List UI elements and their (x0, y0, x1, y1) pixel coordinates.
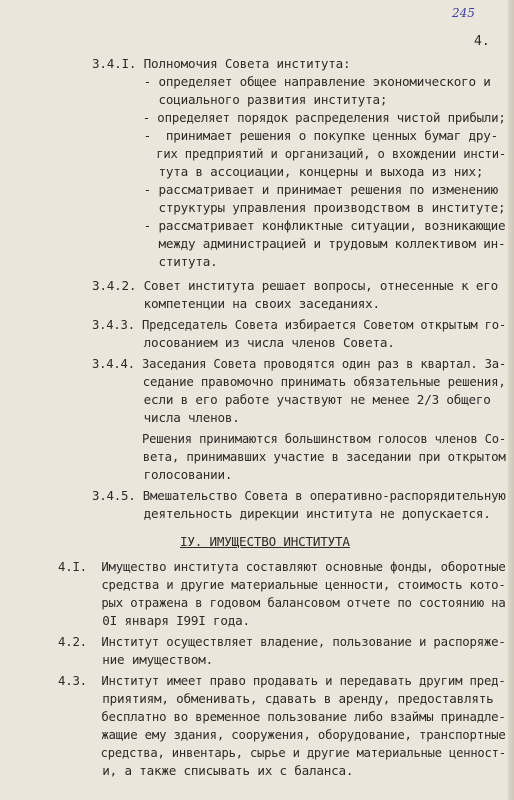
text-line: ститута. (92, 254, 218, 269)
text-line: социального развития института; (92, 92, 388, 107)
text-line: 4.I. Имущество института составляют основные фонды, оборотные (58, 559, 506, 574)
text-line: 3.4.3. Председатель Совета избирается Советом открытым го- (92, 317, 507, 332)
text-line: 0I января I99I года. (58, 613, 250, 628)
text-line: приятиям, обменивать, сдавать в аренду, предоставлять (58, 691, 494, 706)
text-line: вета, принимавших участие в заседании при открытом (92, 449, 506, 464)
text-line: ние имуществом. (58, 652, 214, 667)
text-line: - рассматривает конфликтные ситуации, возникающие (92, 218, 506, 233)
text-line: бесплатно во временное пользование либо взаймы принадле- (58, 709, 506, 724)
text-line: седание правомочно принимать обязательные решения, (92, 374, 506, 389)
page-number: 4. (474, 34, 490, 49)
text-line: 3.4.4. Заседания Совета проводятся один раз в квартал. За- (92, 356, 507, 371)
text-line: средства, инвентарь, сырье и другие материальные ценност- (58, 745, 506, 760)
text-line: Решения принимаются большинством голосов членов Со- (92, 431, 507, 446)
text-line: голосовании. (92, 467, 233, 482)
text-line: рых отражена в годовом балансовом отчете по состоянию на (58, 595, 506, 610)
text-line: 3.4.2. Совет института решает вопросы, отнесенные к его (92, 278, 499, 293)
text-line: деятельность дирекции института не допускается. (92, 506, 491, 521)
text-line: гих предприятий и организаций, о вхождении инсти- (92, 146, 507, 161)
handwritten-archive-number: 245 (452, 6, 475, 20)
text-line: между администрацией и трудовым коллективом ин- (92, 236, 506, 251)
text-line: 3.4.I. Полномочия Совета института: (92, 56, 351, 71)
page-edge-shadow (508, 0, 514, 800)
text-line: структуры управления производством в институте; (92, 200, 506, 215)
section-heading: IУ. ИМУЩЕСТВО ИНСТИТУТА (180, 534, 350, 549)
text-line: 4.2. Институт осуществляет владение, пользование и распоряже- (58, 634, 506, 649)
text-line: и, а также списывать их с баланса. (58, 763, 354, 778)
text-line: средства и другие материальные ценности, стоимость кото- (58, 577, 506, 592)
text-line: лосованием из числа членов Совета. (92, 335, 395, 350)
text-line: - определяет порядок распределения чистой прибыли; (92, 110, 506, 125)
text-line: 3.4.5. Вмешательство Совета в оперативно-распорядительную (92, 488, 506, 503)
text-line: числа членов. (92, 410, 240, 425)
text-line: тута в ассоциации, концерны и выхода из них; (92, 164, 484, 179)
text-line: если в его работе участвуют не менее 2/3 общего (92, 392, 491, 407)
text-line: - определяет общее направление экономического и (92, 74, 491, 89)
text-line: - принимает решения о покупке ценных бумаг дру- (92, 128, 499, 143)
text-line: жащие ему здания, сооружения, оборудование, транспортные (58, 727, 506, 742)
text-line: - рассматривает и принимает решения по изменению (92, 182, 499, 197)
text-line: 4.3. Институт имеет право продавать и передавать другим пред- (58, 673, 506, 688)
text-line: компетенции на своих заседаниях. (92, 296, 380, 311)
